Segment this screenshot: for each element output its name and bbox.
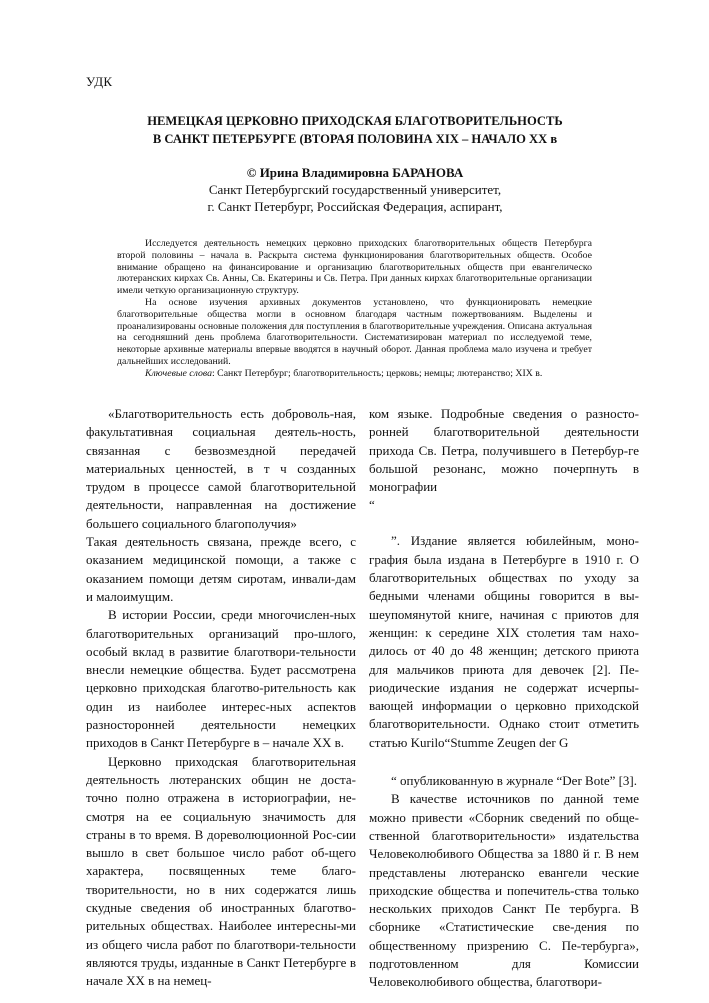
abstract-paragraph-2: На основе изучения архивных документов установлено, что функционировать немецкие благотворительные общества могли в основном благодаря частным пожертвованиям. Выделены и проанализированы основные положения для поступления в благотворительные учреждения. Описана актуальная на сегодняшний день проблема благотворительности. Систематизирован материал по исследуемой теме, некоторые архивные материалы впервые вводятся в научный оборот. Данная проблема мало изучена и требует дальнейших исследований. bbox=[117, 296, 592, 367]
body-right-quote-mark: “ bbox=[369, 497, 375, 513]
body-right-paragraph-1: ком языке. Подробные сведения о разносто-ронней благотворительной деятельности прихода Св. Петра, получившего в Петербур-ге большой резонанс, можно почерпнуть в монографии bbox=[369, 406, 639, 495]
author-affiliation-2: г. Санкт Петербург, Российская Федерация, аспирант, bbox=[207, 199, 503, 214]
body-left-paragraph-3: В истории России, среди многочислен-ных благотворительных организаций про-шлого, особый вклад в развитие благотвори-тельности внесли немецкие общества. Будет рассмотрена церковно приходская благотво-рительность как один из наиболее интерес-ных аспектов разносторонней деятельности немецких приходов в Санкт Петербурге в – начале XX в. bbox=[86, 607, 356, 751]
body-left-paragraph-2: Такая деятельность связана, прежде всего, с оказанием медицинской помощи, а также с оказанием помощи детям сиротам, инвали-дам и малоимущим. bbox=[86, 534, 356, 604]
keywords-label: Ключевые слова bbox=[145, 367, 212, 379]
keywords-list: : Санкт Петербург; благотворительность; церковь; немцы; лютеранство; XIX в. bbox=[212, 367, 543, 379]
body-right-paragraph-3: В качестве источников по данной теме можно привести «Сборник сведений по обще-ственной благотворительности» издательства Человеколюбивого Общества за 1880 й г. В нем представлены лютеранско евангели ческие приходские общества и попечитель-ства только нескольких приходов Санкт Пе тербурга. В сборнике «Статистические све-дения по общественному призрению С. Пе-тербурга», подготовленном для Комиссии Человеколюбивого общества, благотвори- bbox=[369, 791, 639, 990]
udk-label: УДК bbox=[86, 74, 113, 89]
keywords-line bbox=[117, 368, 592, 380]
abstract-paragraph-1: Исследуется деятельность немецких церковно приходских благотворительных обществ Петербурга второй половины – начала в. Раскрыта система функционирования благотворительных обществ. Особое внимание обращено на финансирование и организацию благотворительных обществ при евангелическо лютеранских кирхах Св. Анны, Св. Екатерины и Св. Петра. При данных кирхах благотворительные организации имели четкую организационную структуру. bbox=[117, 238, 592, 297]
body-column-left bbox=[86, 405, 356, 991]
article-title-line-2: В САНКТ ПЕТЕРБУРГЕ (ВТОРАЯ ПОЛОВИНА XIX – НАЧАЛО XX в bbox=[152, 132, 558, 146]
body-right-paragraph-2-cont: “ опубликованную в журнале “Der Bote” [3]. bbox=[391, 773, 638, 789]
abstract bbox=[117, 238, 592, 380]
body-left-paragraph-1: «Благотворительность есть доброволь-ная, факультативная социальная деятель-ность, связанная с безвозмездной передачей материальных ценностей, в т ч созданных трудом в процессе самой благотворительной деятельности, направленная на достижение большего социального благополучия» bbox=[86, 406, 356, 531]
author-block bbox=[90, 164, 620, 215]
author-affiliation-1: Санкт Петербургский государственный университет, bbox=[208, 182, 502, 197]
body-left-paragraph-4: Церковно приходская благотворительная деятельность лютеранских общин не доста-точно полно отражена в историографии, не-смотря на ее социальную значимость для страны в то время. В дореволюционной Рос-сии вышло в свет большое число работ об-щего характера, посвященных теме благо-творительности, но в них содержатся лишь скудные сведения об иностранных благотво-рительных обществах. Наиболее интересны-ми из общего числа работ по благотвори-тельности являются труды, изданные в Санкт Петербурге в начале XX в на немец- bbox=[86, 753, 356, 989]
body-column-right bbox=[369, 405, 639, 992]
article-title-line-1: НЕМЕЦКАЯ ЦЕРКОВНО ПРИХОДСКАЯ БЛАГОТВОРИТЕЛЬНОСТЬ bbox=[147, 114, 563, 128]
body-right-paragraph-2: ”. Издание является юбилейным, моно-графия была издана в Петербурге в 1910 г. О благотворительных обществах по уходу за бедными членами общины говорится в вы-шеупомянутой книге, начиная с приютов для женщин: к середине XIX столетия там нахо-дилось от 40 до 48 женщин; детского приюта для мальчиков приюта для девочек [2]. Пе-риодические издания не содержат исчерпы-вающей информации о церковно приходской благотворительности. Однако стоит отметить статью Kurilo“Stumme Zeugen der G bbox=[369, 533, 639, 750]
author-name: © Ирина Владимировна БАРАНОВА bbox=[246, 165, 464, 180]
